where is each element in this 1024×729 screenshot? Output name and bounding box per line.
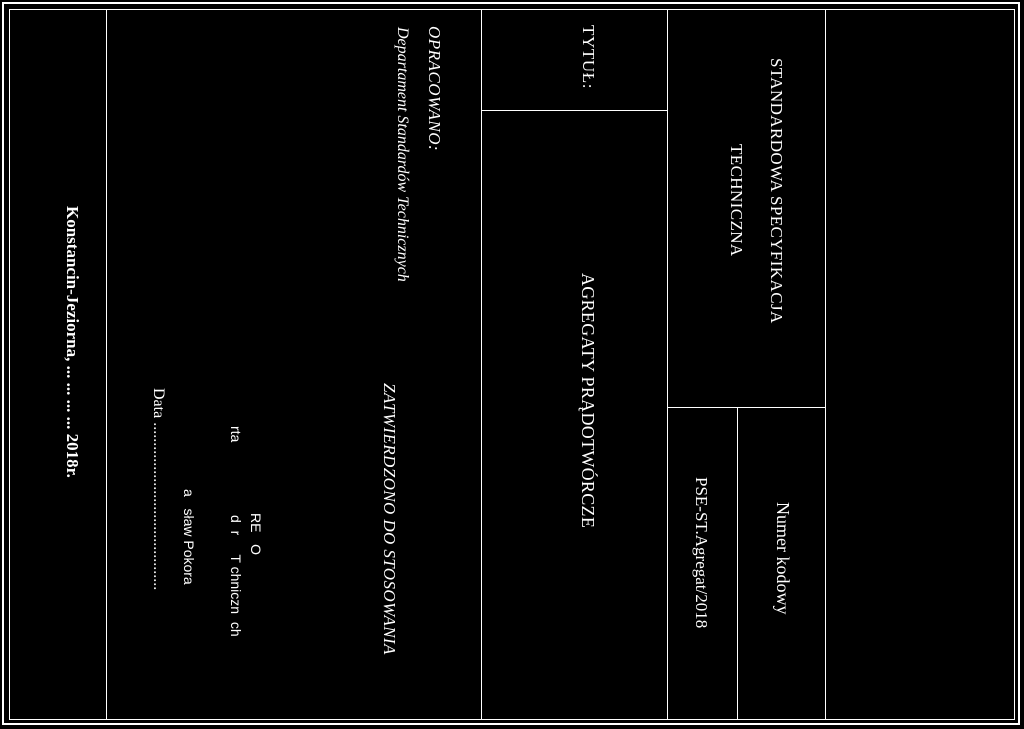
grid-line — [825, 10, 826, 720]
code-label: Numer kodowy — [773, 502, 793, 615]
approval-line2b: d r T chniczn ch — [228, 515, 244, 637]
grid-line — [667, 407, 825, 408]
code-value: PSE-ST.Agregat/2018 — [692, 477, 711, 629]
title-label: TYTUŁ: — [579, 25, 598, 90]
grid-line — [737, 407, 738, 720]
document-title: AGREGATY PRĄDOTWÓRCZE — [578, 273, 598, 529]
approval-line1: RE O — [248, 513, 264, 556]
approval-heading: ZATWIERDZONO DO STOSOWANIA — [380, 383, 399, 655]
prepared-label: OPRACOWANO: — [425, 26, 444, 152]
approval-line2a: rta — [228, 426, 244, 443]
prepared-by: Departament Standardów Technicznych — [394, 27, 411, 282]
grid-line — [667, 10, 668, 720]
grid-line — [481, 10, 482, 720]
approval-date: Data .......................................... — [150, 388, 167, 591]
grid-line — [481, 110, 667, 111]
doc-type-line1: STANDARDOWA SPECYFIKACJA — [767, 58, 786, 324]
approval-line3: a sław Pokora — [181, 489, 197, 585]
doc-type-line2: TECHNICZNA — [727, 144, 746, 257]
page-inner-border — [9, 9, 1015, 720]
place-date: Konstancin-Jeziorna, ... ... ... ... 2018r. — [63, 206, 82, 478]
grid-line — [106, 10, 107, 720]
